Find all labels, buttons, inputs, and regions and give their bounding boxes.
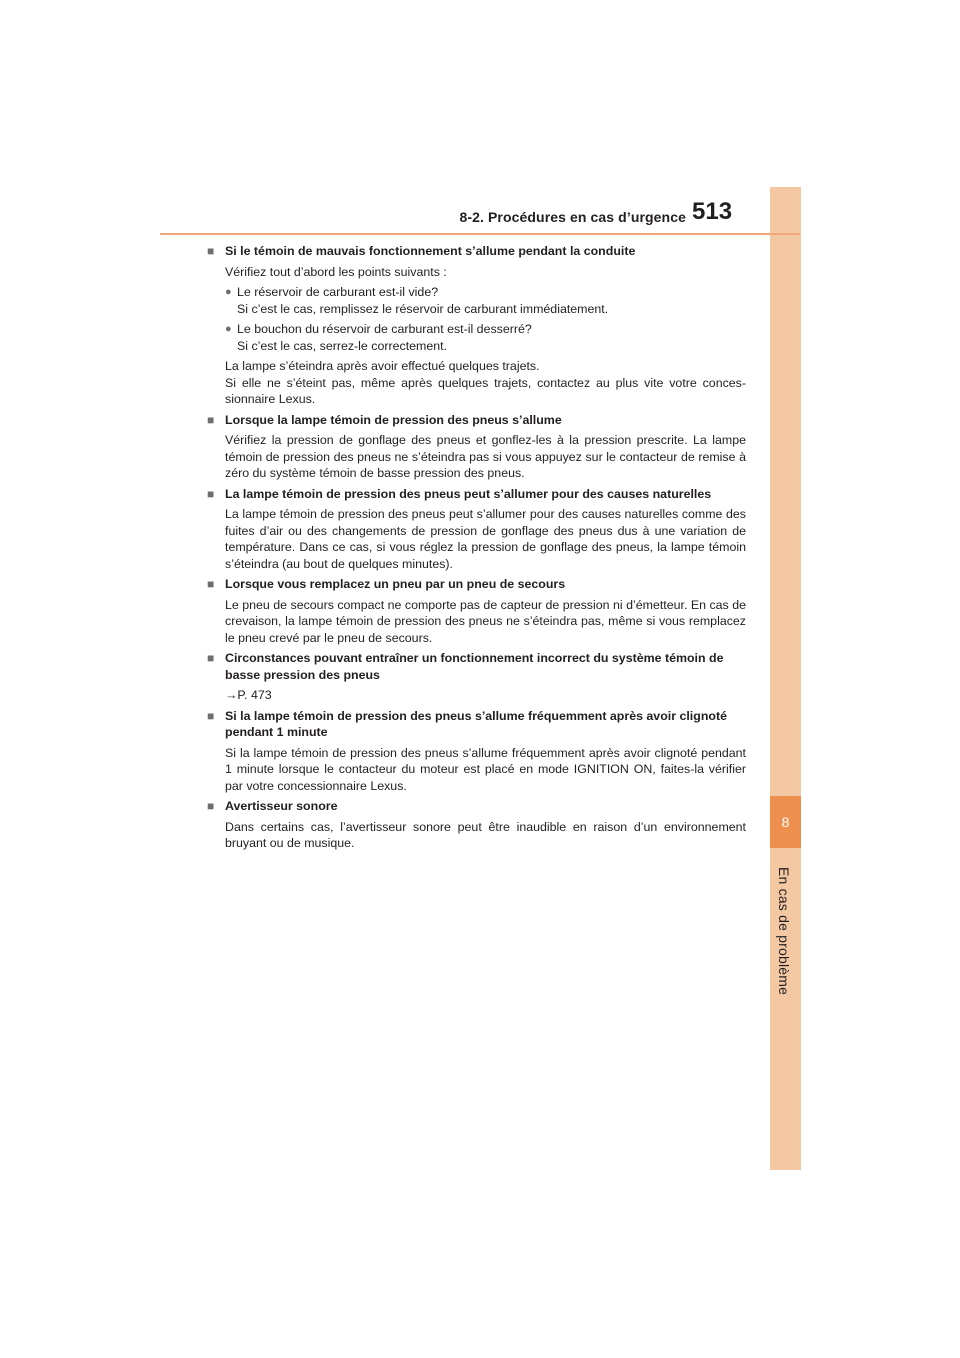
square-bullet-icon: ■ bbox=[207, 799, 215, 813]
section-heading: ■ Circonstances pouvant entraîner un fonctionnement incorrect du système témoin de basse pression des pneus bbox=[207, 651, 724, 682]
section-incorrect-operation bbox=[207, 650, 746, 704]
section-heading: ■ La lampe témoin de pression des pneus peut s’allumer pour des causes naturelles bbox=[207, 486, 712, 501]
list-item: ● Le réservoir de carburant est-il vide? Si c’est le cas, remplissez le réservoir de carburant immédiatement. bbox=[225, 285, 609, 316]
square-bullet-icon: ■ bbox=[207, 577, 215, 591]
paragraph: La lampe s’éteindra après avoir effectué quelques trajets. bbox=[225, 359, 540, 373]
chapter-side-tab bbox=[770, 187, 801, 1170]
paragraph: Si elle ne s’éteint pas, même après quelques trajets, contactez au plus vite votre conces-sionnaire Lexus. bbox=[225, 375, 746, 406]
page-content bbox=[207, 243, 746, 856]
section-heading: ■ Lorsque la lampe témoin de pression des pneus s’allume bbox=[207, 412, 562, 427]
square-bullet-icon: ■ bbox=[207, 651, 215, 665]
section-buzzer bbox=[207, 798, 746, 852]
section-frequent-lamp bbox=[207, 708, 746, 795]
section-spare-tire bbox=[207, 576, 746, 646]
round-bullet-icon: ● bbox=[225, 323, 232, 335]
section-tire-pressure-lamp bbox=[207, 412, 746, 482]
square-bullet-icon: ■ bbox=[207, 244, 215, 258]
page-reference-link[interactable]: →P. 473 bbox=[225, 688, 272, 702]
section-malfunction-lamp bbox=[207, 243, 746, 408]
section-header-title: 8-2. Procédures en cas d’urgence bbox=[459, 209, 686, 225]
chapter-label: En cas de problème bbox=[776, 867, 792, 996]
round-bullet-icon: ● bbox=[225, 286, 232, 298]
chapter-number-badge: 8 bbox=[770, 796, 801, 848]
section-heading: ■ Lorsque vous remplacez un pneu par un pneu de secours bbox=[207, 577, 566, 591]
section-heading: ■ Si la lampe témoin de pression des pneus s’allume fréquemment après avoir clignoté pendant 1 minute bbox=[207, 708, 727, 739]
paragraph: Dans certains cas, l’avertisseur sonore peut être inaudible en raison d’un environnement bruyant ou de musique. bbox=[225, 819, 746, 850]
paragraph: Vérifiez tout d’abord les points suivants : bbox=[225, 264, 447, 279]
square-bullet-icon: ■ bbox=[207, 412, 215, 427]
paragraph: La lampe témoin de pression des pneus peut s’allumer pour des causes naturelles comme des fuites d’air ou des changements de pression de gonflage des pneus dus à une variation de température. Dans ce cas, si vous réglez la pression de gonflage des pneus, la lampe témoin s’éteindra (au bout de quelques minutes). bbox=[225, 507, 746, 571]
paragraph: Le pneu de secours compact ne comporte pas de capteur de pression ni d’émetteur. En cas de crevaison, la lampe témoin de pression des pneus ne s’éteindra pas, même si vous remplacez le pneu crevé par le pneu de secours. bbox=[225, 597, 746, 645]
section-natural-causes bbox=[207, 486, 746, 573]
header-divider bbox=[160, 233, 800, 235]
list-item: ● Le bouchon du réservoir de carburant est-il desserré? Si c’est le cas, serrez-le correctement. bbox=[225, 322, 532, 353]
paragraph: Vérifiez la pression de gonflage des pneus et gonflez-les à la pression prescrite. La lampe témoin de pression des pneus ne s’éteindra pas si vous appuyez sur le contacteur de remise à zéro du système témoin de basse pression des pneus. bbox=[225, 433, 746, 480]
square-bullet-icon: ■ bbox=[207, 708, 215, 723]
paragraph: Si la lampe témoin de pression des pneus s’allume fréquemment après avoir clignoté pendant 1 minute lorsque le contacteur du moteur est placé en mode IGNITION ON, faites-la vérifier par votre concessionnaire Lexus. bbox=[225, 745, 746, 793]
section-heading: ■ Si le témoin de mauvais fonctionnement s’allume pendant la conduite bbox=[207, 244, 636, 258]
page-number: 513 bbox=[692, 198, 733, 225]
section-heading: ■ Avertisseur sonore bbox=[207, 799, 338, 813]
square-bullet-icon: ■ bbox=[207, 486, 215, 501]
